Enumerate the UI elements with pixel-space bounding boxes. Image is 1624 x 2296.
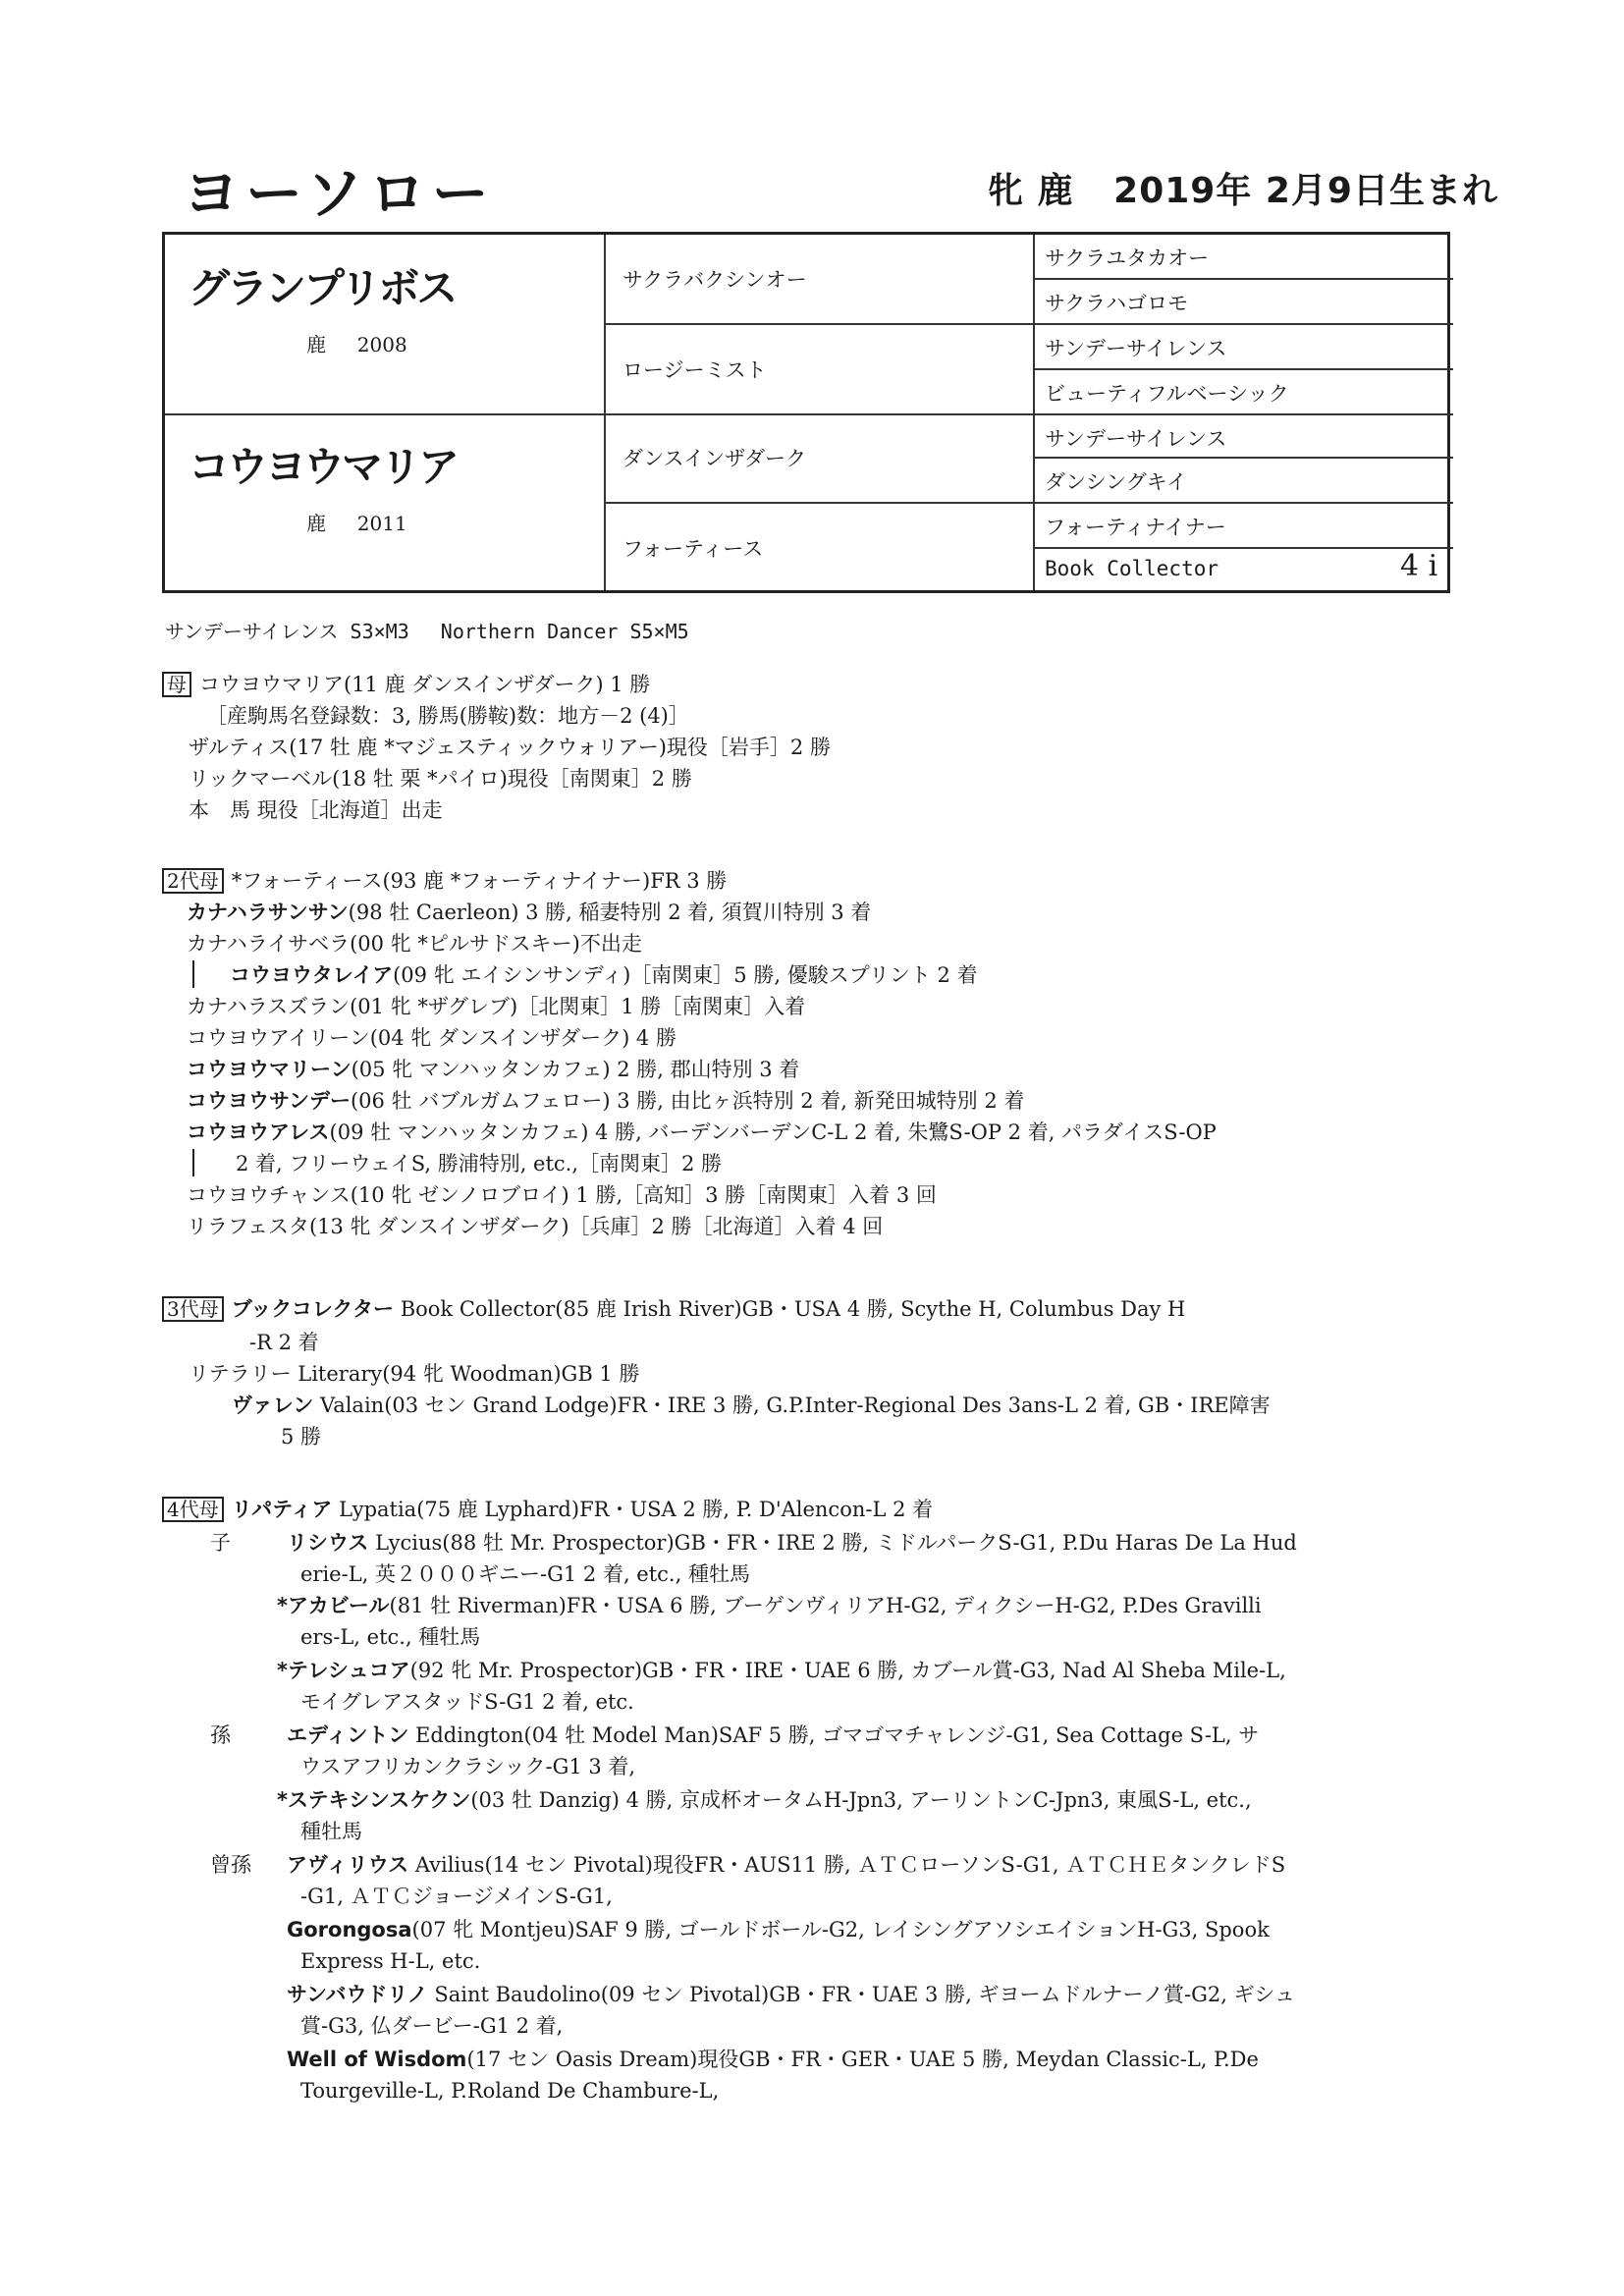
birth-date: 2019年 2月9日生まれ xyxy=(1113,171,1498,211)
second-dam-line: コウヨウタレイア(09 牝 エイシンサンディ)［南関東］5 勝, 優駿スプリント 2 着 xyxy=(230,963,978,987)
sex-color: 牝 鹿 xyxy=(988,171,1074,211)
dam-line: リックマーベル(18 牡 栗 *パイロ)現役［南関東］2 勝 xyxy=(189,767,692,791)
fourth-dam-line: Gorongosa(07 牝 Montjeu)SAF 9 勝, ゴールドボール-G2, レイシングアソシエイションH-G3, Spook xyxy=(287,1918,1270,1941)
fourth-dam-line: リシウス Lycius(88 牡 Mr. Prospector)GB・FR・IRE 2 勝, ミドルパークS-G1, P.Du Haras De La Hud xyxy=(287,1531,1297,1555)
second-dam-line: 2代母 *フォーティース(93 鹿 *フォーティナイナー)FR 3 勝 xyxy=(162,866,727,896)
gen2-cell: フォーティース xyxy=(623,537,764,561)
section-tag-second-dam: 2代母 xyxy=(162,868,224,894)
fourth-dam-line: 種牡馬 xyxy=(300,1820,362,1843)
birth-info xyxy=(988,163,1498,213)
dam-meta: 鹿 2011 xyxy=(306,512,407,535)
fourth-dam-line: Express H-L, etc. xyxy=(300,1949,481,1973)
fourth-dam-line: 賞-G3, 仏ダービー-G1 2 着, xyxy=(300,2014,564,2038)
second-dam-line: カナハラスズラン(01 牝 *ザグレブ)［北関東］1 勝［南関東］入着 xyxy=(187,995,806,1018)
section-tag-third-dam: 3代母 xyxy=(162,1296,224,1322)
second-dam-line: リラフェスタ(13 牝 ダンスインザダーク)［兵庫］2 勝［北海道］入着 4 回 xyxy=(187,1215,884,1238)
third-dam-line: -R 2 着 xyxy=(249,1331,319,1354)
dam-line: ザルティス(17 牡 鹿 *マジェスティックウォリアー)現役［岩手］2 勝 xyxy=(189,736,831,759)
fourth-dam-line: ウスアフリカンクラシック-G1 3 着, xyxy=(300,1755,636,1778)
second-dam-line: カナハライサベラ(00 牝 *ピルサドスキー)不出走 xyxy=(187,932,642,956)
gen3-cell: サンデーサイレンス xyxy=(1045,337,1227,360)
gen3-cell: サンデーサイレンス xyxy=(1045,427,1227,451)
fourth-dam-line: エディントン Eddington(04 牡 Model Man)SAF 5 勝, ゴマゴマチャレンジ-G1, Sea Cottage S-L, サ xyxy=(287,1723,1260,1747)
pedigree-table xyxy=(162,232,1450,593)
sire-name: グランプリボス xyxy=(189,264,456,312)
section-tag-dam: 母 xyxy=(162,672,191,697)
dam-name: コウヨウマリア xyxy=(189,443,458,491)
fourth-dam-line: 4代母 リパティア Lypatia(75 鹿 Lyphard)FR・USA 2 勝, P. D'Alencon-L 2 着 xyxy=(162,1495,933,1524)
fourth-dam-line: *ステキシンスケクン(03 牡 Danzig) 4 勝, 京成杯オータムH-Jpn3, アーリントンC-Jpn3, 東風S-L, etc., xyxy=(277,1788,1252,1812)
gen3-cell: Book Collector xyxy=(1045,557,1219,580)
generation-label: 子 xyxy=(210,1531,231,1555)
sire-meta: 鹿 2008 xyxy=(306,333,407,356)
gen2-cell: ダンスインザダーク xyxy=(623,447,807,470)
third-dam-line: リテラリー Literary(94 牝 Woodman)GB 1 勝 xyxy=(189,1362,640,1386)
dam-line: 本 馬 現役［北海道］出走 xyxy=(189,798,443,822)
third-dam-line: 3代母 ブックコレクター Book Collector(85 鹿 Irish River)GB・USA 4 勝, Scythe H, Columbus Day H xyxy=(162,1294,1185,1324)
fourth-dam-line: アヴィリウス Avilius(14 セン Pivotal)現役FR・AUS11 勝, ＡＴＣローソンS-G1, ＡＴＣＨＥタンクレドS xyxy=(287,1853,1286,1877)
second-dam-line: コウヨウサンデー(06 牡 バブルガムフェロー) 3 勝, 由比ヶ浜特別 2 着, 新発田城特別 2 着 xyxy=(187,1089,1025,1113)
dam-line: ［産駒馬名登録数：3, 勝馬(勝鞍)数：地方－2 (4)］ xyxy=(206,704,689,728)
gen2-cell: サクラバクシンオー xyxy=(623,268,807,292)
third-dam-line: 5 勝 xyxy=(281,1425,322,1449)
gen3-cell: フォーティナイナー xyxy=(1045,516,1226,539)
generation-label: 孫 xyxy=(210,1723,231,1747)
fourth-dam-line: -G1, ＡＴＣジョージメインS-G1, xyxy=(300,1885,613,1908)
gen3-cell: サクラハゴロモ xyxy=(1045,292,1189,315)
second-dam-line: 2 着, フリーウェイS, 勝浦特別, etc.,［南関東］2 勝 xyxy=(236,1152,723,1175)
fourth-dam-line: erie-L, 英２０００ギニー-G1 2 着, etc., 種牡馬 xyxy=(300,1562,750,1586)
gen3-cell: ダンシングキイ xyxy=(1045,470,1187,494)
third-dam-line: ヴァレン Valain(03 セン Grand Lodge)FR・IRE 3 勝, G.P.Inter-Regional Des 3ans-L 2 着, GB・IRE障害 xyxy=(232,1394,1271,1417)
fourth-dam-line: *テレシュコア(92 牝 Mr. Prospector)GB・FR・IRE・UAE 6 勝, カブール賞-G3, Nad Al Sheba Mile-L, xyxy=(277,1659,1286,1682)
fourth-dam-line: ers-L, etc., 種牡馬 xyxy=(300,1625,481,1649)
second-dam-line: コウヨウアイリーン(04 牝 ダンスインザダーク) 4 勝 xyxy=(187,1026,677,1050)
family-number: 4 i xyxy=(1400,549,1438,583)
second-dam-line: コウヨウチャンス(10 牝 ゼンノロブロイ) 1 勝,［高知］3 勝［南関東］入着 3 回 xyxy=(187,1183,937,1207)
fourth-dam-line: *アカビール(81 牡 Riverman)FR・USA 6 勝, ブーゲンヴィリアH-G2, ディクシーH-G2, P.Des Gravilli xyxy=(277,1594,1262,1617)
generation-label: 曾孫 xyxy=(210,1853,251,1877)
second-dam-line: コウヨウマリーン(05 牝 マンハッタンカフェ) 2 勝, 郡山特別 3 着 xyxy=(187,1058,800,1081)
gen2-cell: ロージーミスト xyxy=(623,358,767,382)
gen3-cell: サクラユタカオー xyxy=(1045,246,1210,270)
fourth-dam-line: Tourgeville-L, P.Roland De Chambure-L, xyxy=(300,2079,720,2103)
fourth-dam-line: Well of Wisdom(17 セン Oasis Dream)現役GB・FR・GER・UAE 5 勝, Meydan Classic-L, P.De xyxy=(287,2048,1259,2071)
second-dam-line: コウヨウアレス(09 牡 マンハッタンカフェ) 4 勝, バーデンバーデンC-L 2 着, 朱鷺S-OP 2 着, パラダイスS-OP xyxy=(187,1121,1217,1144)
gen3-cell: ビューティフルベーシック xyxy=(1045,382,1289,406)
inbreeding-note: サンデーサイレンス S3×M3 Northern Dancer S5×M5 xyxy=(165,620,689,643)
second-dam-line: カナハラサンサン(98 牡 Caerleon) 3 勝, 稲妻特別 2 着, 須賀川特別 3 着 xyxy=(187,901,872,924)
fourth-dam-line: サンバウドリノ Saint Baudolino(09 セン Pivotal)GB・FR・UAE 3 勝, ギヨームドルナーノ賞-G2, ギシュ xyxy=(287,1983,1295,2006)
dam-line: 母 コウヨウマリア(11 鹿 ダンスインザダーク) 1 勝 xyxy=(162,670,650,699)
fourth-dam-line: モイグレアスタッドS-G1 2 着, etc. xyxy=(300,1690,634,1714)
horse-name: ヨーソロー xyxy=(183,160,495,227)
section-tag-fourth-dam: 4代母 xyxy=(162,1497,224,1522)
